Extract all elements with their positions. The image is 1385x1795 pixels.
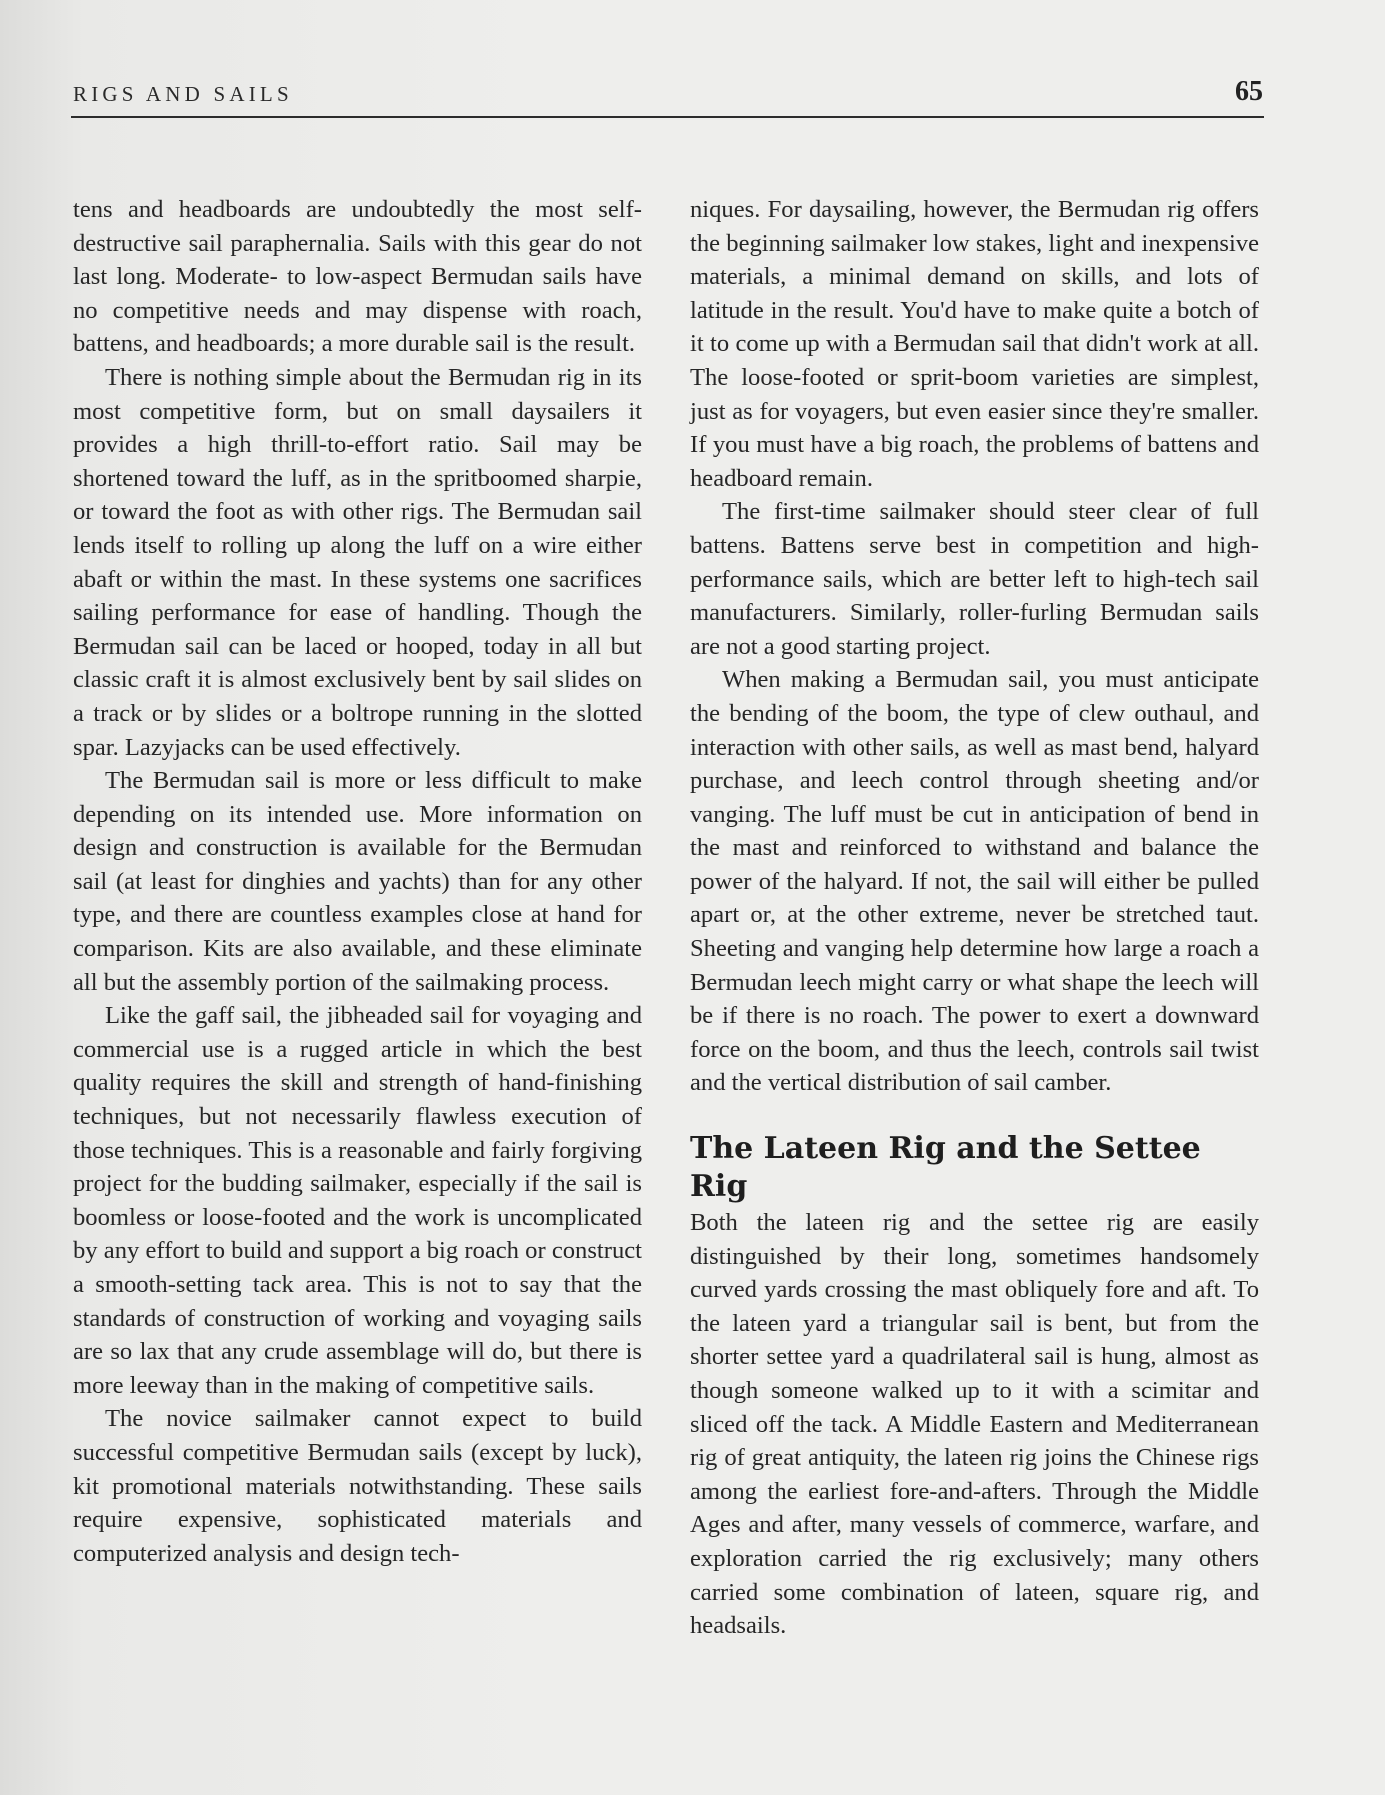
right-column [690, 193, 1259, 1643]
paragraph: The novice sailmaker cannot expect to build successful competitive Bermudan sails (except by luck), kit promotional materials notwithstanding. These sails require expensive, sophisticated materials and computerized analysis and design tech- [73, 1405, 642, 1567]
paragraph: There is nothing simple about the Bermudan rig in its most competitive form, but on small daysailers it provides a high thrill-to-effort ratio. Sail may be shortened toward the luff, as in the spritboomed sharpie, or toward the foot as with other rigs. The Bermudan sail lends itself to rolling up along the luff on a wire either abaft or within the mast. In these systems one sacrifices sailing performance for ease of handling. Though the Bermudan sail can be laced or hooped, today in all but classic craft it is almost exclusively bent by sail slides on a track or by slides or a boltrope running in the slotted spar. Lazyjacks can be used effectively. [73, 363, 642, 761]
paragraph: tens and headboards are undoubtedly the most self-destructive sail paraphernalia. Sails with this gear do not last long. Moderate- to low-aspect Bermudan sails have no competitive needs and may dispense with roach, battens, and headboards; a more durable sail is the result. [73, 196, 642, 358]
paragraph: niques. For daysailing, however, the Bermudan rig offers the beginning sailmaker low stakes, light and inexpensive materials, a minimal demand on skills, and lots of latitude in the result. You'd have to make quite a botch of it to come up with a Bermudan sail that didn't work at all. The loose-footed or sprit-boom varieties are simplest, just as for voyagers, but even easier since they're smaller. If you must have a big roach, the problems of battens and headboard remain. [690, 196, 1259, 492]
paragraph: Like the gaff sail, the jibheaded sail for voyaging and commercial use is a rugged article in which the best quality requires the skill and strength of hand-finishing techniques, but not necessarily flawless execution of those techniques. This is a reasonable and fairly forgiving project for the budding sailmaker, especially if the sail is boomless or loose-footed and the work is uncomplicated by any effort to build and support a big roach or construct a smooth-setting tack area. This is not to say that the standards of construction of working and voyaging sails are so lax that any crude assemblage will do, but there is more leeway than in the making of competitive sails. [73, 1002, 642, 1399]
paragraph: When making a Bermudan sail, you must anticipate the bending of the boom, the type of clew outhaul, and interaction with other sails, as well as mast bend, halyard purchase, and leech control through sheeting and/or vanging. The luff must be cut in anticipation of bend in the mast and reinforced to withstand and balance the power of the halyard. If not, the sail will either be pulled apart or, at the other extreme, never be stretched taut. Sheeting and vanging help determine how large a roach a Bermudan leech might carry or what shape the leech will be if there is no roach. The power to exert a downward force on the boom, and thus the leech, controls sail twist and the vertical distribution of sail camber. [690, 666, 1259, 1097]
paragraph: Both the lateen rig and the settee rig are easily distinguished by their long, sometimes handsomely curved yards crossing the mast obliquely fore and aft. To the lateen yard a triangular sail is bent, but from the shorter settee yard a quadrilateral sail is hung, almost as though someone walked up to it with a scimitar and sliced off the tack. A Middle Eastern and Mediterranean rig of great antiquity, the lateen rig joins the Chinese rigs among the earliest fore-and-afters. Through the Middle Ages and after, many vessels of commerce, warfare, and exploration carried the rig exclusively; many others carried some combination of lateen, square rig, and headsails. [690, 1209, 1259, 1640]
paragraph: The first-time sailmaker should steer clear of full battens. Battens serve best in competition and high-performance sails, which are better left to high-tech sail manufacturers. Similarly, roller-furling Bermudan sails are not a good starting project. [690, 498, 1259, 660]
section-heading: The Lateen Rig and the Settee Rig [690, 1131, 1201, 1205]
header-rule [71, 116, 1264, 118]
left-column [73, 193, 642, 1570]
paragraph: The Bermudan sail is more or less difficult to make depending on its intended use. More information on design and construction is available for the Bermudan sail (at least for dinghies and yachts) than for any other type, and there are countless examples close at hand for comparison. Kits are also available, and these eliminate all but the assembly portion of the sailmaking process. [73, 767, 642, 996]
running-head: RIGS AND SAILS [73, 82, 293, 106]
page-number: 65 [1235, 76, 1263, 107]
